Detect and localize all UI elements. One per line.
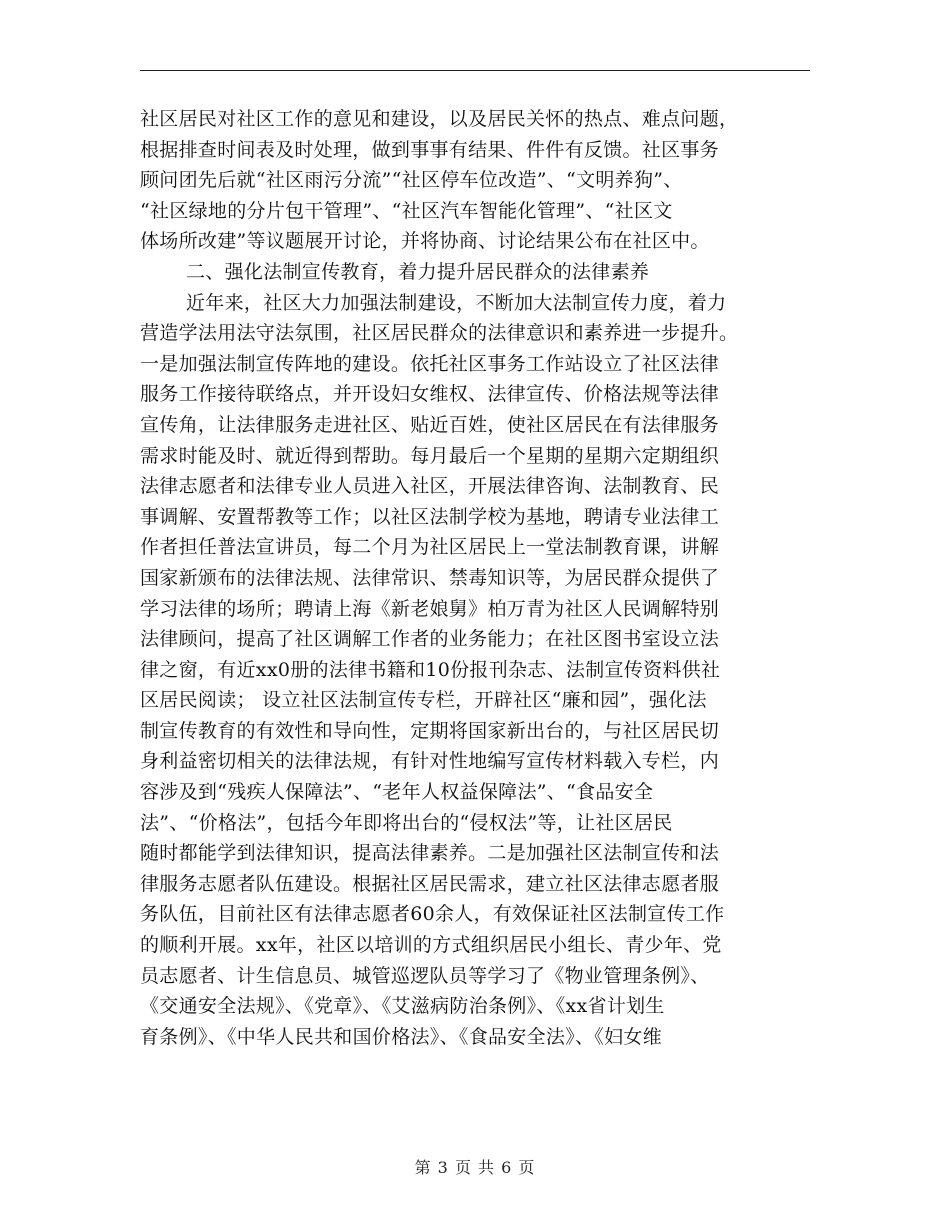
text-line: 服务工作接待联络点，并开设妇女维权、法律宣传、价格法规等法律: [140, 383, 720, 406]
text-line: 根据排查时间表及时处理，做到事事有结果、件件有反馈。社区事务: [140, 138, 720, 161]
text-line: 育条例》、《中华人民共和国价格法》、《食品安全法》、《妇女维: [140, 1025, 663, 1048]
text-line: 需求时能及时、就近得到帮助。每月最后一个星期的星期六定期组织: [140, 444, 720, 467]
text-line: 法”、“价格法”，包括今年即将出台的“侵权法”等，让社区居民: [140, 811, 673, 834]
text-line: 律之窗，有近xx0册的法律书籍和10份报刊杂志、法制宣传资料供社: [140, 658, 721, 681]
text-line: 容涉及到“残疾人保障法”、“老年人权益保障法”、“食品安全: [140, 781, 654, 804]
text-line: 事调解、安置帮教等工作；以社区法制学校为基地，聘请专业法律工: [140, 505, 720, 528]
text-line: 社区居民对社区工作的意见和建设，以及居民关怀的热点、难点问题，: [140, 108, 739, 130]
header-rule: [140, 70, 810, 71]
text-line: “社区绿地的分片包干管理”、“社区汽车智能化管理”、“社区文: [140, 199, 673, 222]
text-line: 一是加强法制宣传阵地的建设。依托社区事务工作站设立了社区法律: [140, 352, 720, 375]
text-line: 律服务志愿者队伍建设。根据社区居民需求，建立社区法律志愿者服: [140, 872, 720, 895]
text-line: 顾问团先后就“社区雨污分流”“社区停车位改造”、“文明养狗”、: [140, 169, 683, 192]
paragraph-start-line: 近年来，社区大力加强法制建设，不断加大法制宣传力度，着力: [186, 291, 727, 314]
text-line: 法律顾问，提高了社区调解工作者的业务能力；在社区图书室设立法: [140, 628, 720, 651]
text-line: 营造学法用法守法氛围，社区居民群众的法律意识和素养进一步提升。: [140, 322, 739, 345]
text-line: 作者担任普法宣讲员，每二个月为社区居民上一堂法制教育课，讲解: [140, 536, 720, 559]
text-line: 身利益密切相关的法律法规，有针对性地编写宣传材料载入专栏，内: [140, 750, 720, 773]
text-line: 员志愿者、计生信息员、城管巡逻队员等学习了《物业管理条例》、: [140, 964, 710, 987]
text-line: 随时都能学到法律知识，提高法律素养。二是加强社区法制宣传和法: [140, 842, 720, 865]
section-heading: 二、强化法制宣传教育，着力提升居民群众的法律素养: [186, 260, 650, 283]
page-number-footer: 第 3 页 共 6 页: [414, 1158, 536, 1177]
text-line: 宣传角，让法律服务走进社区、贴近百姓，使社区居民在有法律服务: [140, 413, 720, 436]
text-line: 学习法律的场所；聘请上海《新老娘舅》柏万青为社区人民调解特别: [140, 597, 720, 620]
text-line: 国家新颁布的法律法规、法律常识、禁毒知识等，为居民群众提供了: [140, 566, 720, 589]
text-line: 制宣传教育的有效性和导向性，定期将国家新出台的，与社区居民切: [140, 719, 720, 742]
text-line: 务队伍，目前社区有法律志愿者60余人，有效保证社区法制宣传工作: [140, 903, 725, 926]
text-line: 的顺利开展。xx年，社区以培训的方式组织居民小组长、青少年、党: [140, 934, 722, 957]
text-line: 法律志愿者和法律专业人员进入社区，开展法律咨询、法制教育、民: [140, 475, 720, 498]
text-line: 区居民阅读； 设立社区法制宣传专栏，开辟社区“廉和园”，强化法: [140, 689, 707, 712]
text-line: 《交通安全法规》、《党章》、《艾滋病防治条例》、《xx省计划生: [140, 995, 665, 1018]
text-line: 体场所改建”等议题展开讨论，并将协商、讨论结果公布在社区中。: [140, 230, 710, 253]
body-text: [140, 104, 810, 1052]
